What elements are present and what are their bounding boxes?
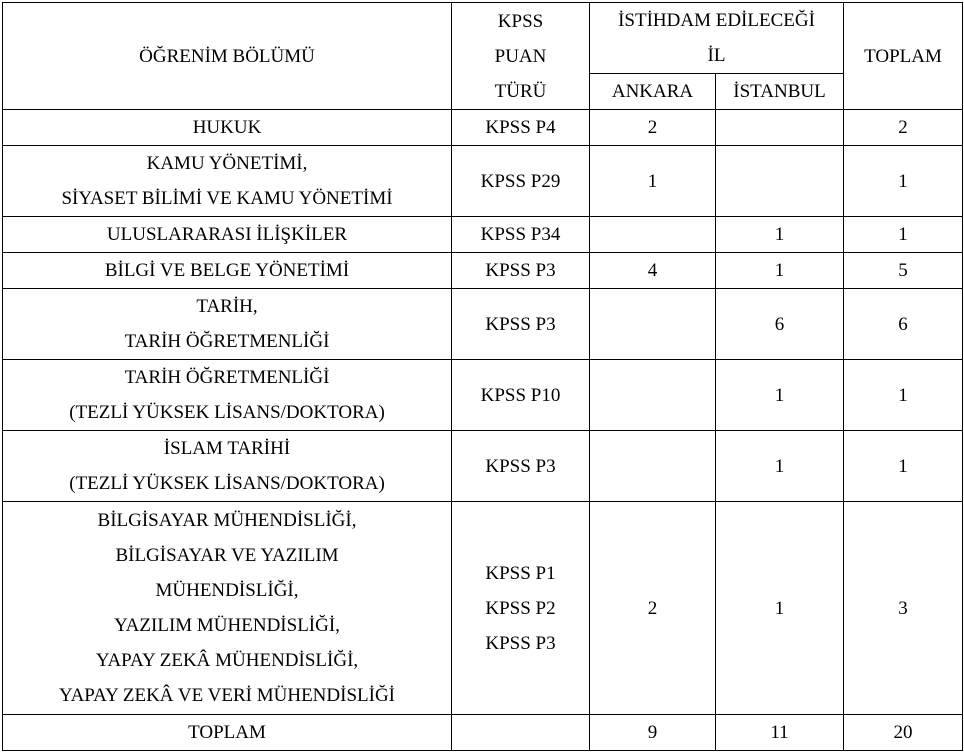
header-ankara: ANKARA	[590, 74, 716, 110]
kpss-type: KPSS P29	[480, 170, 561, 192]
footer-istanbul: 11	[716, 715, 844, 751]
table-row	[3, 289, 963, 360]
total-cell: 1	[844, 217, 963, 253]
table-row	[3, 360, 963, 431]
table-row	[3, 217, 963, 253]
department-cell	[3, 360, 452, 431]
department-line: İSLAM TARİHİ	[163, 438, 291, 459]
table-row	[3, 110, 963, 146]
department-line: KAMU YÖNETİMİ,	[146, 153, 308, 174]
department-cell	[3, 289, 452, 360]
istanbul-cell: 1	[716, 431, 844, 502]
department-line: (TEZLİ YÜKSEK LİSANS/DOKTORA)	[69, 473, 385, 494]
table-row	[3, 431, 963, 502]
total-row	[3, 715, 963, 751]
kpss-type: KPSS P3	[485, 632, 556, 654]
ankara-cell: 2	[590, 502, 716, 715]
department-line: MÜHENDİSLİĞİ,	[155, 580, 299, 601]
total-cell: 6	[844, 289, 963, 360]
header-kpss-line: PUAN	[494, 45, 547, 67]
table-row	[3, 502, 963, 715]
footer-kpss-empty	[452, 715, 590, 751]
department-cell	[3, 253, 452, 289]
istanbul-cell	[716, 110, 844, 146]
total-cell: 5	[844, 253, 963, 289]
quota-table-body	[3, 3, 963, 751]
header-istanbul: İSTANBUL	[716, 74, 844, 110]
department-line: TARİH ÖĞRETMENLİĞİ	[124, 367, 330, 388]
footer-label: TOPLAM	[3, 715, 452, 751]
header-row-1	[3, 3, 963, 74]
kpss-cell	[452, 146, 590, 217]
kpss-type: KPSS P10	[480, 384, 561, 406]
kpss-cell	[452, 502, 590, 715]
istanbul-cell: 1	[716, 217, 844, 253]
istanbul-cell: 1	[716, 360, 844, 431]
department-line: SİYASET BİLİMİ VE KAMU YÖNETİMİ	[61, 188, 393, 209]
kpss-cell	[452, 110, 590, 146]
ankara-cell: 4	[590, 253, 716, 289]
header-kpss-line: TÜRÜ	[494, 80, 547, 102]
department-cell	[3, 431, 452, 502]
istanbul-cell: 1	[716, 253, 844, 289]
department-line: BİLGİ VE BELGE YÖNETİMİ	[104, 260, 350, 281]
department-line: ULUSLARARASI İLİŞKİLER	[106, 224, 348, 245]
kpss-type: KPSS P4	[485, 117, 556, 138]
header-province	[590, 3, 844, 74]
footer-ankara: 9	[590, 715, 716, 751]
header-total: TOPLAM	[844, 3, 963, 110]
ankara-cell	[590, 360, 716, 431]
department-line: BİLGİSAYAR VE YAZILIM	[115, 545, 339, 566]
department-line: (TEZLİ YÜKSEK LİSANS/DOKTORA)	[69, 402, 385, 423]
quota-table	[2, 2, 963, 751]
department-line: TARİH ÖĞRETMENLİĞİ	[124, 331, 330, 352]
kpss-cell	[452, 360, 590, 431]
department-line: HUKUK	[192, 117, 262, 138]
department-line: YAPAY ZEKÂ VE VERİ MÜHENDİSLİĞİ	[58, 685, 396, 706]
istanbul-cell	[716, 146, 844, 217]
table-row	[3, 253, 963, 289]
total-cell: 1	[844, 146, 963, 217]
department-cell	[3, 110, 452, 146]
department-line: BİLGİSAYAR MÜHENDİSLİĞİ,	[97, 510, 357, 531]
kpss-cell	[452, 253, 590, 289]
header-kpss-line: KPSS	[497, 10, 544, 32]
header-kpss	[452, 3, 590, 110]
ankara-cell	[590, 431, 716, 502]
header-province-line: İSTİHDAM EDİLECEĞİ	[618, 10, 815, 31]
total-cell: 1	[844, 360, 963, 431]
header-department: ÖĞRENİM BÖLÜMÜ	[3, 3, 452, 110]
department-cell	[3, 217, 452, 253]
kpss-type: KPSS P3	[485, 260, 556, 281]
total-cell: 2	[844, 110, 963, 146]
ankara-cell	[590, 217, 716, 253]
header-province-line: İL	[707, 45, 726, 66]
total-cell: 1	[844, 431, 963, 502]
istanbul-cell: 1	[716, 502, 844, 715]
total-cell: 3	[844, 502, 963, 715]
kpss-type: KPSS P3	[485, 313, 556, 335]
ankara-cell: 1	[590, 146, 716, 217]
kpss-cell	[452, 289, 590, 360]
kpss-cell	[452, 217, 590, 253]
department-cell	[3, 146, 452, 217]
department-line: TARİH,	[196, 296, 258, 317]
department-cell	[3, 502, 452, 715]
department-line: YAPAY ZEKÂ MÜHENDİSLİĞİ,	[95, 650, 359, 671]
kpss-cell	[452, 431, 590, 502]
department-line: YAZILIM MÜHENDİSLİĞİ,	[114, 615, 340, 636]
footer-total: 20	[844, 715, 963, 751]
istanbul-cell: 6	[716, 289, 844, 360]
table-row	[3, 146, 963, 217]
ankara-cell: 2	[590, 110, 716, 146]
kpss-type: KPSS P1	[485, 562, 556, 584]
ankara-cell	[590, 289, 716, 360]
kpss-type: KPSS P34	[480, 224, 561, 245]
kpss-type: KPSS P2	[485, 597, 556, 619]
kpss-type: KPSS P3	[485, 455, 556, 477]
